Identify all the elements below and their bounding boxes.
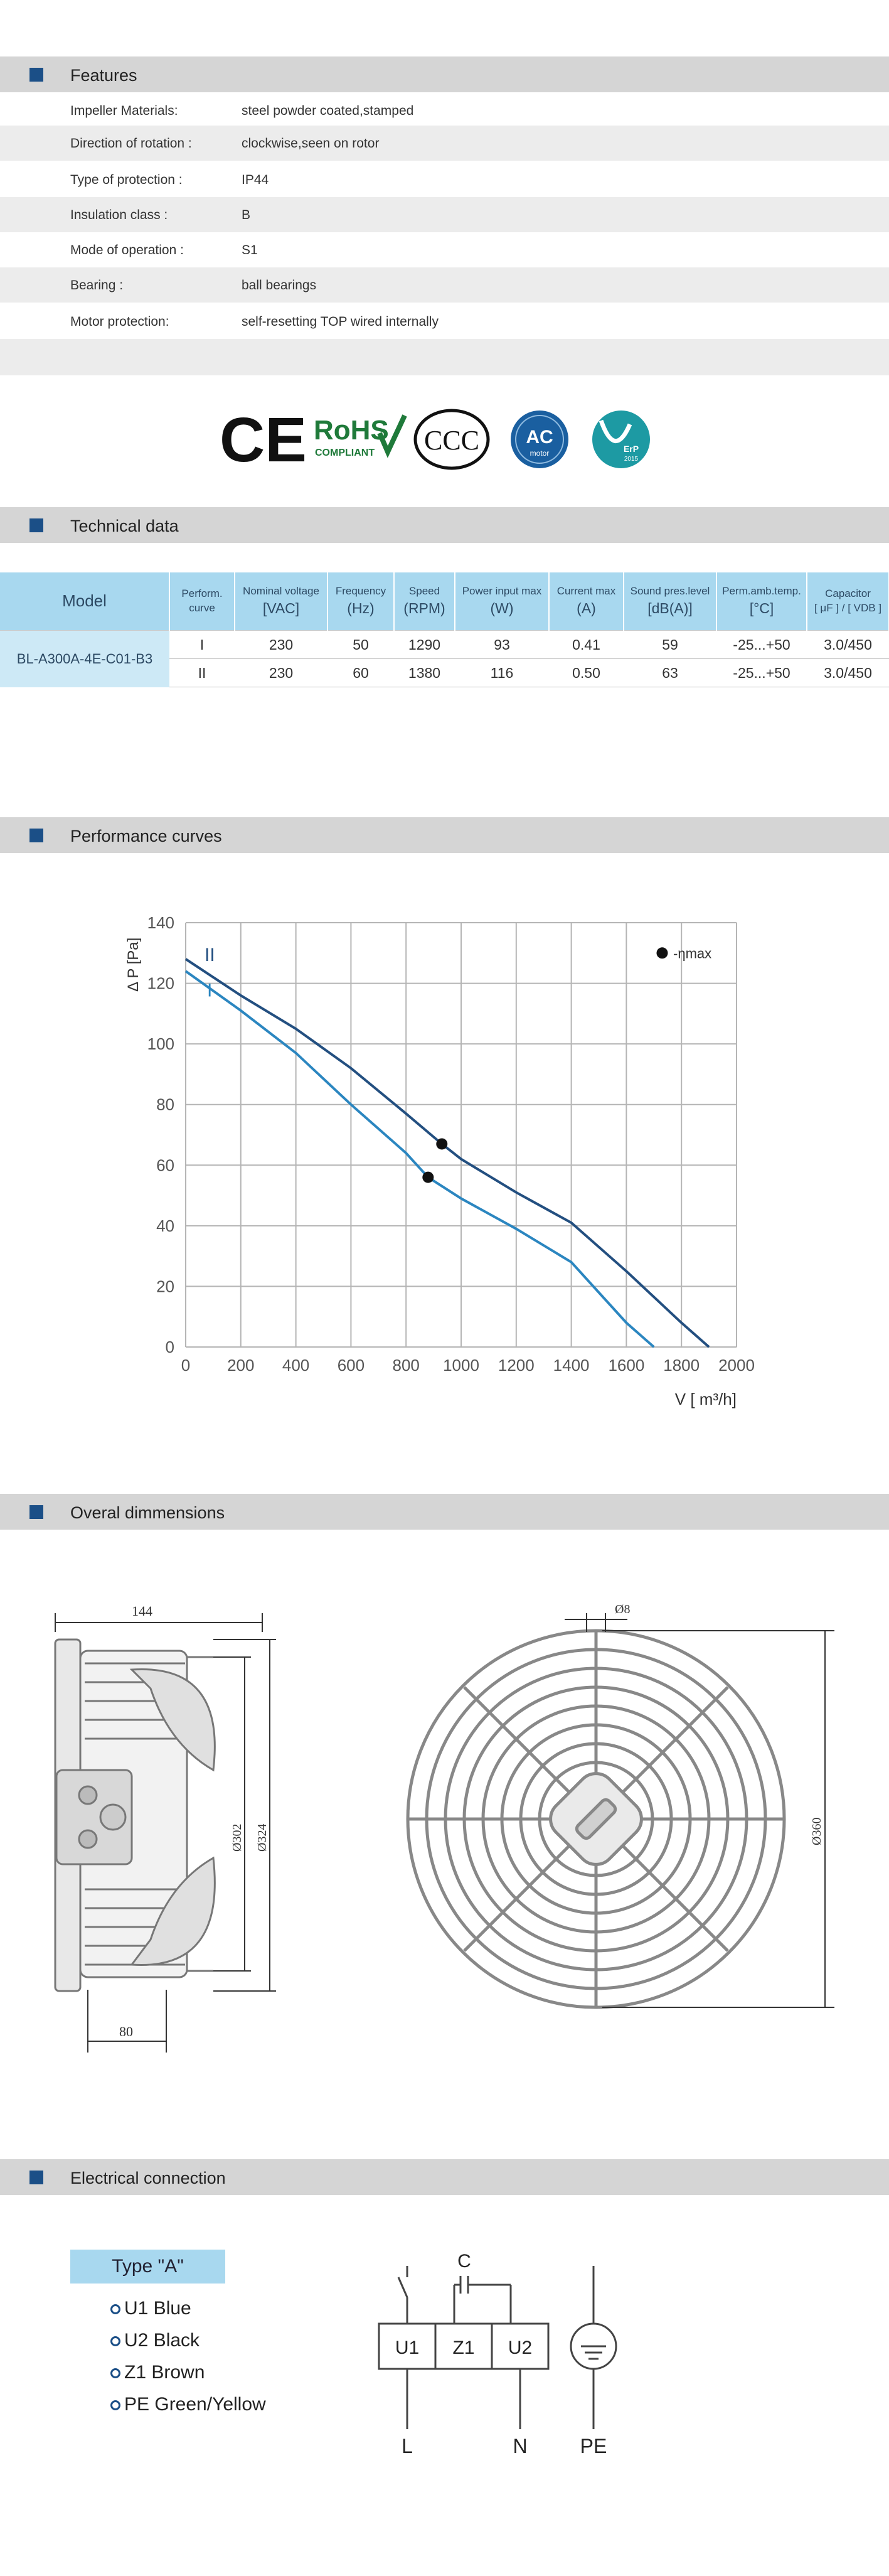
feature-key: Insulation class :	[70, 208, 168, 222]
certification-logos	[213, 402, 678, 477]
performance-chart	[113, 898, 778, 1419]
dim-302: Ø302	[230, 1823, 244, 1852]
x-tick-label: 600	[337, 1356, 365, 1375]
y-tick-label: 120	[147, 974, 174, 993]
technical-header	[0, 507, 889, 543]
bullet-icon	[110, 2368, 120, 2378]
rohs-logo	[314, 415, 405, 458]
y-tick-label: 100	[147, 1034, 174, 1054]
y-axis-label: Δ P [Pa]	[125, 937, 142, 992]
list-item: U2 Black	[124, 2324, 266, 2356]
cell-curve: II	[169, 659, 235, 687]
cell-voltage: 230	[235, 631, 327, 659]
cell-sound: 63	[624, 659, 716, 687]
x-tick-label: 1000	[443, 1356, 479, 1375]
section-square-icon	[29, 68, 43, 82]
feature-row	[0, 126, 889, 161]
feature-value: B	[242, 208, 251, 222]
feature-row	[0, 197, 889, 232]
svg-text:COMPLIANT: COMPLIANT	[315, 448, 375, 458]
dim-360: Ø360	[810, 1817, 824, 1845]
section-square-icon	[29, 2171, 43, 2184]
col-model: Model	[0, 572, 169, 631]
bullet-icon	[110, 2400, 120, 2410]
cell-curve: I	[169, 631, 235, 659]
eta-max-point	[436, 1138, 447, 1149]
y-tick-label: 80	[156, 1095, 174, 1114]
ccc-logo	[415, 411, 488, 468]
series-line-II	[186, 959, 709, 1347]
col-frequency: Frequency (Hz)	[327, 572, 394, 631]
x-tick-label: 2000	[718, 1356, 755, 1375]
fan-side-view	[55, 1640, 215, 1991]
cell-capacitor: 3.0/450	[807, 659, 889, 687]
x-tick-label: 400	[282, 1356, 310, 1375]
cell-power: 93	[455, 631, 549, 659]
x-tick-label: 1600	[608, 1356, 645, 1375]
col-power: Power input max (W)	[455, 572, 549, 631]
feature-row	[0, 267, 889, 303]
cell-current: 0.41	[549, 631, 624, 659]
feature-key: Motor protection:	[70, 314, 169, 329]
ac-motor-logo	[511, 411, 568, 468]
feature-row	[0, 93, 889, 128]
feature-value: clockwise,seen on rotor	[242, 136, 380, 151]
x-tick-label: 1400	[553, 1356, 590, 1375]
feature-value: S1	[242, 243, 258, 257]
section-title: Electrical connection	[70, 2169, 226, 2187]
feature-value: IP44	[242, 173, 269, 187]
series-line-I	[186, 971, 654, 1347]
section-square-icon	[29, 1505, 43, 1519]
svg-text:2015: 2015	[624, 456, 639, 463]
bullet-icon	[110, 2336, 120, 2346]
section-title: Overal dimmensions	[70, 1503, 225, 1522]
y-tick-label: 0	[165, 1338, 174, 1356]
feature-key: Direction of rotation :	[70, 136, 192, 151]
cell-speed: 1380	[394, 659, 455, 687]
dim-324: Ø324	[255, 1823, 269, 1852]
section-title: Features	[70, 66, 137, 85]
section-title: Performance curves	[70, 827, 222, 845]
list-item: PE Green/Yellow	[124, 2388, 266, 2420]
col-speed: Speed (RPM)	[394, 572, 455, 631]
label-n: N	[513, 2435, 528, 2457]
section-title: Technical data	[70, 517, 179, 535]
feature-value: steel powder coated,stamped	[242, 104, 414, 118]
section-square-icon	[29, 518, 43, 532]
legend-marker	[656, 947, 668, 958]
list-item: U1 Blue	[124, 2292, 266, 2324]
col-capacitor: Capacitor [ μF ] / [ VDB ]	[807, 572, 889, 631]
eta-max-point	[422, 1172, 434, 1183]
x-axis-label: V [ m³/h]	[674, 1390, 737, 1409]
cell-speed: 1290	[394, 631, 455, 659]
performance-header	[0, 817, 889, 853]
table-row	[0, 631, 889, 659]
svg-text:ErP: ErP	[623, 444, 639, 454]
cell-temp: -25...+50	[716, 659, 807, 687]
y-tick-label: 60	[156, 1156, 174, 1175]
y-tick-label: 140	[147, 913, 174, 932]
dimensions-header	[0, 1494, 889, 1530]
label-l: L	[402, 2435, 413, 2457]
x-tick-label: 800	[392, 1356, 420, 1375]
terminal-z1: Z1	[452, 2337, 475, 2358]
dimension-drawings	[25, 1588, 866, 2090]
table-header-row	[0, 572, 889, 631]
feature-row-empty	[0, 339, 889, 375]
series-label-II: II	[205, 944, 215, 965]
type-badge: Type "A"	[70, 2250, 225, 2284]
feature-value: self-resetting TOP wired internally	[242, 314, 439, 329]
legend-label: -ηmax	[673, 945, 712, 962]
col-voltage: Nominal voltage [VAC]	[235, 572, 327, 631]
wire-color-list	[124, 2292, 266, 2420]
svg-text:AC: AC	[526, 427, 553, 448]
y-tick-label: 40	[156, 1216, 174, 1235]
cell-temp: -25...+50	[716, 631, 807, 659]
features-header	[0, 56, 889, 92]
bullet-icon	[110, 2304, 120, 2314]
feature-key: Mode of operation :	[70, 243, 184, 257]
cell-voltage: 230	[235, 659, 327, 687]
section-square-icon	[29, 829, 43, 842]
x-tick-label: 1800	[663, 1356, 700, 1375]
dim-144: 144	[132, 1603, 152, 1619]
dim-8: Ø8	[615, 1602, 631, 1616]
wiring-diagram	[364, 2241, 640, 2473]
svg-text:RoHS: RoHS	[314, 415, 389, 446]
feature-key: Type of protection :	[70, 173, 183, 187]
capacitor-label: C	[457, 2251, 471, 2272]
feature-row	[0, 162, 889, 197]
cell-frequency: 60	[327, 659, 394, 687]
series-label-I: I	[207, 980, 213, 1001]
label-pe: PE	[580, 2435, 607, 2457]
x-tick-label: 200	[227, 1356, 255, 1375]
feature-key: Bearing :	[70, 278, 124, 292]
cell-current: 0.50	[549, 659, 624, 687]
col-curve: Perform. curve	[169, 572, 235, 631]
y-tick-label: 20	[156, 1277, 174, 1296]
svg-text:CE: CE	[220, 405, 307, 475]
electrical-header	[0, 2159, 889, 2195]
feature-value: ball bearings	[242, 278, 317, 292]
col-current: Current max (A)	[549, 572, 624, 631]
col-temp: Perm.amb.temp. [°C]	[716, 572, 807, 631]
feature-row	[0, 304, 889, 339]
fan-front-view	[408, 1631, 784, 2007]
model-cell: BL-A300A-4E-C01-B3	[0, 631, 169, 687]
cell-sound: 59	[624, 631, 716, 659]
feature-key: Impeller Materials:	[70, 104, 178, 118]
svg-text:motor: motor	[530, 449, 550, 458]
terminal-u2: U2	[508, 2337, 533, 2358]
x-tick-label: 1200	[498, 1356, 535, 1375]
col-sound: Sound pres.level [dB(A)]	[624, 572, 716, 631]
erp-logo	[592, 411, 650, 468]
svg-text:CCC: CCC	[423, 425, 480, 456]
x-tick-label: 0	[181, 1356, 191, 1375]
cell-frequency: 50	[327, 631, 394, 659]
ce-logo	[220, 405, 307, 475]
list-item: Z1 Brown	[124, 2356, 266, 2388]
cell-power: 116	[455, 659, 549, 687]
cell-capacitor: 3.0/450	[807, 631, 889, 659]
terminal-u1: U1	[395, 2337, 420, 2358]
dim-80: 80	[119, 2024, 133, 2039]
feature-row	[0, 232, 889, 267]
technical-data-table	[0, 572, 889, 687]
